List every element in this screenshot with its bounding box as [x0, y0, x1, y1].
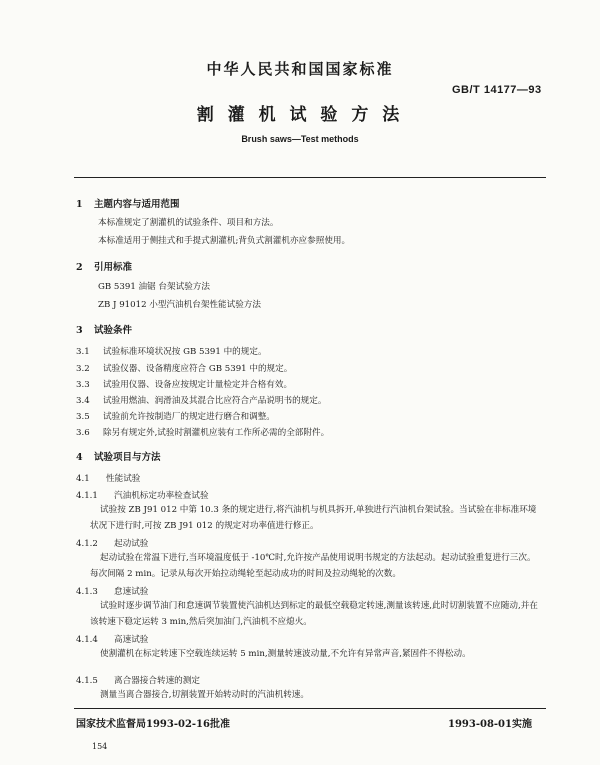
clause-3-2: 3.2 试验仪器、设备精度应符合 GB 5391 中的规定。	[76, 364, 293, 374]
section-1-line-2: 本标准适用于侧挂式和手提式割灌机;背负式割灌机亦应参照使用。	[98, 236, 351, 246]
clause-4-1-2-text: 起动试验在常温下进行,当环境温度低于 -10℃时,允许按产品使用说明书规定的方法起动。起动试验重复进行三次。每次间隔 2 min。记录从每次开始拉动绳轮至起动成功的时间及拉动绳轮的次数。	[90, 553, 536, 579]
clause-4-1-3-heading: 4.1.3 怠速试验	[76, 587, 149, 597]
clause-3-6: 3.6 除另有规定外,试验时割灌机应装有工作所必需的全部附件。	[76, 428, 330, 438]
clause-4-1-5-text: 测量当离合器接合,切割装置开始转动时的汽油机转速。	[100, 690, 309, 700]
clause-4-1-1-text: 试验按 ZB J91 012 中第 10.3 条的规定进行,将汽油机与机具拆开,单独进行汽油机台架试验。当试验在非标准环境状况下进行时,可按 ZB J91 012 的规定对功率值进行修正。	[90, 505, 537, 531]
clause-4-1-4-text: 使割灌机在标定转速下空载连续运转 5 min,测量转速波动量,不允许有异常声音,紧固件不得松动。	[100, 649, 471, 659]
reference-standard-1: GB 5391 油锯 台架试验方法	[98, 282, 210, 292]
clause-4-1-heading: 4.1 性能试验	[76, 474, 141, 484]
clause-3-3: 3.3 试验用仪器、设备应按规定计量检定并合格有效。	[76, 380, 293, 390]
section-4-heading: 4 试验项目与方法	[76, 452, 161, 463]
english-subtitle: Brush saws—Test methods	[241, 134, 359, 144]
effective-date: 1993-08-01实施	[448, 719, 532, 730]
clause-4-1-2-heading: 4.1.2 起动试验	[76, 539, 149, 549]
clause-3-5: 3.5 试验前允许按制造厂的规定进行磨合和调整。	[76, 412, 275, 422]
section-1-line-1: 本标准规定了割灌机的试验条件、项目和方法。	[98, 218, 279, 228]
section-1-heading: 1 主题内容与适用范围	[76, 199, 180, 210]
clause-4-1-1-heading: 4.1.1 汽油机标定功率检查试验	[76, 491, 209, 501]
clause-4-1-3-text: 试验时逐步调节油门和怠速调节装置使汽油机达到标定的最低空载稳定转速,测量该转速,此时切割装置不应随动,并在该转速下稳定运转 3 min,然后突加油门,汽油机不应熄火。	[90, 601, 538, 627]
footer-divider	[74, 708, 546, 709]
approval-date: 国家技术监督局1993-02-16批准	[76, 719, 230, 730]
clause-4-1-4-heading: 4.1.4 高速试验	[76, 635, 149, 645]
section-2-heading: 2 引用标准	[76, 262, 133, 273]
clause-3-4: 3.4 试验用燃油、润滑油及其混合比应符合产品说明书的规定。	[76, 396, 327, 406]
section-3-heading: 3 试验条件	[76, 325, 133, 336]
standard-number: GB/T 14177—93	[452, 84, 542, 96]
clause-4-1-5-heading: 4.1.5 离合器接合转速的测定	[76, 676, 200, 686]
document-title: 割 灌 机 试 验 方 法	[196, 105, 404, 125]
issuing-body-title: 中华人民共和国国家标准	[206, 60, 394, 78]
page-number: 154	[92, 742, 108, 751]
header-divider	[74, 177, 546, 178]
clause-3-1: 3.1 试验标准环境状况按 GB 5391 中的规定。	[76, 347, 267, 357]
reference-standard-2: ZB J 91012 小型汽油机台架性能试验方法	[98, 300, 261, 310]
